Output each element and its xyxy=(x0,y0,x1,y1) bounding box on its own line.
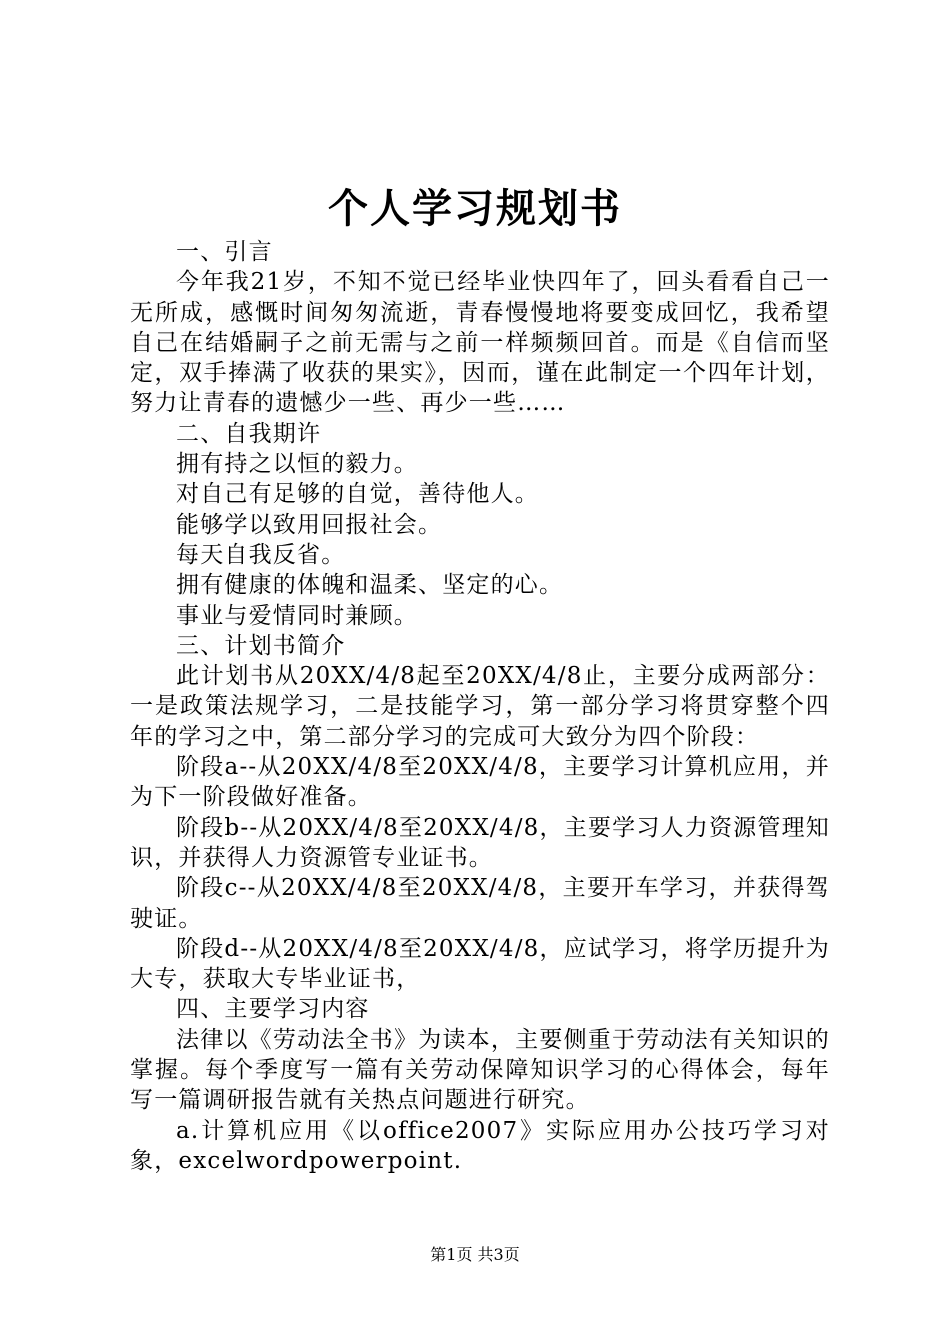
body-paragraph: 每天自我反省。 xyxy=(176,541,346,568)
body-paragraph: 三、计划书简介 xyxy=(176,632,346,659)
body-paragraph: 二、自我期许 xyxy=(176,420,322,447)
document-title: 个人学习规划书 xyxy=(328,185,622,232)
body-paragraph: 对自己有足够的自觉，善待他人。 xyxy=(176,481,539,508)
body-paragraph: 阶段a--从20XX/4/8至20XX/4/8，主要学习计算机应用，并为下一阶段做好准备。 xyxy=(130,754,830,811)
body-paragraph: 拥有持之以恒的毅力。 xyxy=(176,451,418,478)
body-paragraph: 今年我21岁，不知不觉已经毕业快四年了，回头看看自己一无所成，感慨时间匆匆流逝，青春慢慢地将要变成回忆，我希望自己在结婚嗣子之前无需与之前一样频频回首。而是《自信而坚定，双手捧满了收获的果实》，因而，谨在此制定一个四年计划，努力让青春的遗憾少一些、再少一些…… xyxy=(130,269,830,417)
body-paragraph: 法律以《劳动法全书》为读本，主要侧重于劳动法有关知识的掌握。每个季度写一篇有关劳动保障知识学习的心得体会，每年写一篇调研报告就有关热点问题进行研究。 xyxy=(130,1026,830,1114)
page-footer: 第1页 共3页 xyxy=(430,1245,520,1264)
body-paragraph: 阶段c--从20XX/4/8至20XX/4/8，主要开车学习，并获得驾驶证。 xyxy=(130,875,830,932)
body-paragraph: 此计划书从20XX/4/8起至20XX/4/8止，主要分成两部分：一是政策法规学习，二是技能学习，第一部分学习将贯穿整个四年的学习之中，第二部分学习的完成可大致分为四个阶段： xyxy=(130,663,830,750)
body-paragraph: 一、引言 xyxy=(176,239,273,265)
body-paragraph: a.计算机应用《以office2007》实际应用办公技巧学习对象，excelwordpowerpoint. xyxy=(130,1117,830,1174)
body-paragraph: 阶段b--从20XX/4/8至20XX/4/8，主要学习人力资源管理知识，并获得人力资源管专业证书。 xyxy=(130,814,830,871)
body-paragraph: 阶段d--从20XX/4/8至20XX/4/8，应试学习，将学历提升为大专，获取大专毕业证书， xyxy=(130,935,830,993)
body-paragraph: 能够学以致用回报社会。 xyxy=(176,511,443,538)
document-body xyxy=(130,237,830,1176)
body-paragraph: 事业与爱情同时兼顾。 xyxy=(176,602,418,629)
body-paragraph: 四、主要学习内容 xyxy=(176,996,370,1023)
body-paragraph: 拥有健康的体魄和温柔、坚定的心。 xyxy=(176,572,564,599)
